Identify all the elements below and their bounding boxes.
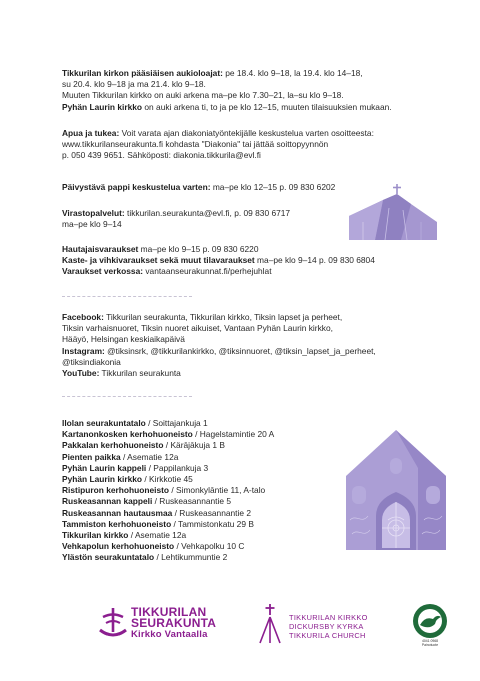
location-name: Tikkurilan kirkko [62, 530, 129, 541]
location-name: Kartanonkosken kerhohuoneisto [62, 429, 193, 440]
location-name: Pienten paikka [62, 451, 121, 462]
location-name: Pakkalan kerhohuoneisto [62, 440, 164, 451]
dashed-divider [62, 296, 192, 297]
location-address: / Hagelstamintie 20 A [192, 429, 275, 440]
help-section: Apua ja tukea: Voit varata ajan diakoniatyöntekijälle keskustelua varten osoitteesta: www.tikkurilanseurakunta.fi kohdasta "Diakonia" tai jättää soittopyynnön p. 050 439 9651. Sähköposti: diakonia.tikkurila@evl.fi [62, 128, 422, 162]
church-illustration-icon [345, 182, 441, 242]
location-name: Ilolan seurakuntatalo [62, 418, 146, 428]
location-address: / Vehkapolku 10 C [174, 541, 245, 552]
location-address: / Pappilankuja 3 [146, 462, 209, 473]
location-item [62, 552, 422, 563]
location-name: Vehkapolun kerhohuoneisto [62, 541, 175, 552]
location-address: / Asematie 12a [120, 451, 179, 462]
location-address: / Asematie 12a [128, 530, 187, 541]
chapel-illustration-icon [342, 428, 450, 553]
office-email[interactable]: tikkurilan.seurakunta@evl.fi, p. 09 830 6717 [124, 208, 291, 218]
office-section: Virastopalvelut: tikkurilan.seurakunta@evl.fi, p. 09 830 6717 ma–pe klo 9–14 [62, 208, 291, 230]
church-tent-logo-icon [258, 603, 282, 645]
location-name: Ylästön seurakuntatalo [62, 552, 155, 563]
location-address: / Simonkylāntie 11, A-talo [169, 485, 266, 496]
bookings-web-link[interactable]: vantaanseurakunnat.fi/perhejuhlat [143, 266, 272, 277]
tikkurilan-seurakunta-logo: TIKKURILAN SEURAKUNTA Kirkko Vantaalla [98, 606, 228, 646]
opening-hours-section: Tikkurilan kirkon pääsiäisen aukioloajat: pe 18.4. klo 9–18, la 19.4. klo 14–18, su 20.4. klo 9–18 ja ma 21.4. klo 9–18. Muuten Tikkurilan kirkko on auki arkena ma–pe klo 7.30–21, la–su klo 9–18. Pyhän Laurin kirkko on auki arkena ti, to ja pe klo 12–15, muuten tilaisuuksien mukaan. [62, 68, 392, 112]
social-section: Facebook: Tikkurilan seurakunta, Tikkurilan kirkko, Tiksin lapset ja perheet, Tiksin varhaisnuoret, Tiksin nuoret aikuiset, Vantaan Pyhän Laurin kirkko, Hääyö, Helsingan keskiaikapäivä Instagram: @tiksinsrk, @tikkurilankirkko, @tiksinnuoret, @tiksin_lapset_ja_perheet, @tiksindiakonia YouTube: Tikkurilan seurakunta [62, 312, 376, 379]
location-name: Pyhän Laurin kappeli [62, 462, 147, 473]
cross-ship-logo-icon [98, 606, 128, 640]
bookings-section: Hautajaisvaraukset ma–pe klo 9–15 p. 09 830 6220 Kaste- ja vihkivaraukset sekä muut tilavaraukset ma–pe klo 9–14 p. 09 830 6804 Varaukset verkossa: vantaanseurakunnat.fi/perhejuhlat [62, 244, 375, 277]
location-address: / Kärājākuja 1 B [163, 440, 225, 451]
opening-hours-heading: Tikkurilan kirkon pääsiäisen aukioloajat: [62, 68, 223, 78]
dashed-divider [62, 396, 192, 397]
nordic-ecolabel: 4041 0968 Painotuote [411, 602, 449, 658]
location-address: / Tammistonkatu 29 B [171, 518, 254, 529]
location-name: Ruskeasannan kappeli [62, 496, 153, 507]
location-address: / Lehtikummuntie 2 [154, 552, 228, 563]
tikkurilan-kirkko-logo: TIKKURILAN KIRKKO DICKURSBY KYRKA TIKKURILA CHURCH [258, 603, 388, 648]
location-address: / Soittajankuja 1 [145, 418, 208, 428]
location-name: Pyhän Laurin kirkko [62, 474, 143, 485]
location-name: Ristipuron kerhohuoneisto [62, 485, 170, 496]
location-address: / Ruskeasannantie 2 [172, 507, 252, 518]
help-heading: Apua ja tukea: [62, 128, 120, 138]
location-address: / Kirkkotie 45 [142, 474, 193, 485]
location-address: / Ruskeasannantie 5 [152, 496, 231, 507]
location-name: Tammiston kerhohuoneisto [62, 518, 172, 529]
location-name: Ruskeasannan hautausmaa [62, 507, 173, 518]
diakonia-link[interactable]: www.tikkurilanseurakunta.fi kohdasta "Diakonia" tai jättää soittopyynnön [62, 139, 329, 150]
priest-section: Päivystävä pappi keskustelua varten: ma–pe klo 12–15 p. 09 830 6202 [62, 182, 336, 192]
